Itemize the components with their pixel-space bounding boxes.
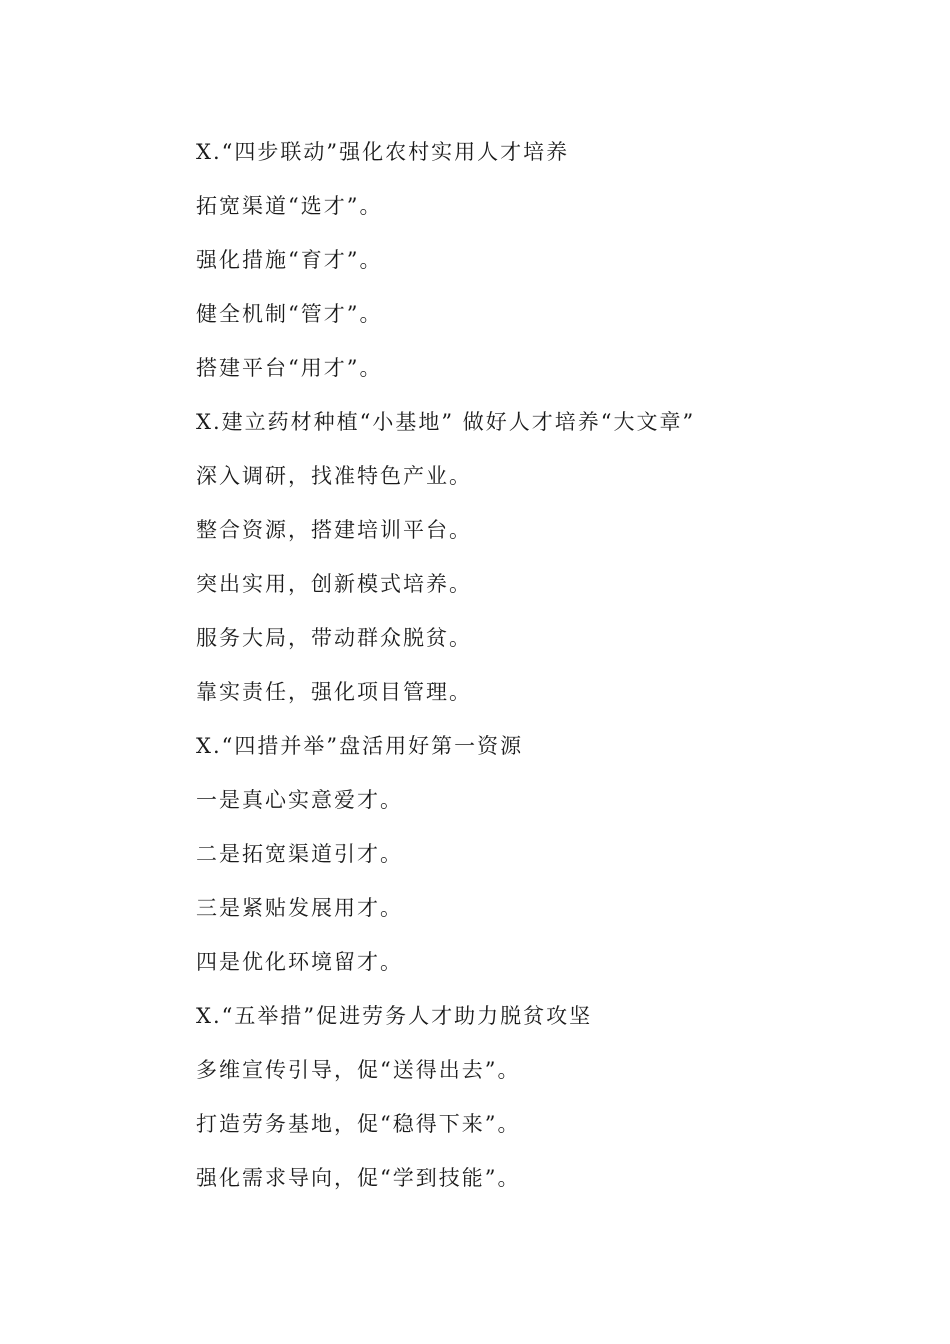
paragraph: 靠实责任，强化项目管理。 bbox=[196, 680, 472, 704]
paragraph: 拓宽渠道“选才”。 bbox=[196, 194, 383, 218]
section-heading-4: X.“五举措”促进劳务人才助力脱贫攻坚 bbox=[196, 1004, 593, 1028]
paragraph: 强化需求导向，促“学到技能”。 bbox=[196, 1166, 521, 1190]
paragraph: 强化措施“育才”。 bbox=[196, 248, 383, 272]
paragraph: 搭建平台“用才”。 bbox=[196, 356, 383, 380]
paragraph: 多维宣传引导，促“送得出去”。 bbox=[196, 1058, 521, 1082]
section-heading-2: X.建立药材种植“小基地” 做好人才培养“大文章” bbox=[196, 410, 696, 434]
section-heading-1: X.“四步联动”强化农村实用人才培养 bbox=[196, 140, 570, 164]
paragraph: 整合资源，搭建培训平台。 bbox=[196, 518, 472, 542]
paragraph: 健全机制“管才”。 bbox=[196, 302, 383, 326]
paragraph: 三是紧贴发展用才。 bbox=[196, 896, 403, 920]
paragraph: 一是真心实意爱才。 bbox=[196, 788, 403, 812]
paragraph: 四是优化环境留才。 bbox=[196, 950, 403, 974]
paragraph: 服务大局，带动群众脱贫。 bbox=[196, 626, 472, 650]
paragraph: 二是拓宽渠道引才。 bbox=[196, 842, 403, 866]
paragraph: 深入调研，找准特色产业。 bbox=[196, 464, 472, 488]
document-body bbox=[196, 133, 896, 1213]
section-heading-3: X.“四措并举”盘活用好第一资源 bbox=[196, 734, 524, 758]
paragraph: 突出实用，创新模式培养。 bbox=[196, 572, 472, 596]
paragraph: 打造劳务基地，促“稳得下来”。 bbox=[196, 1112, 521, 1136]
